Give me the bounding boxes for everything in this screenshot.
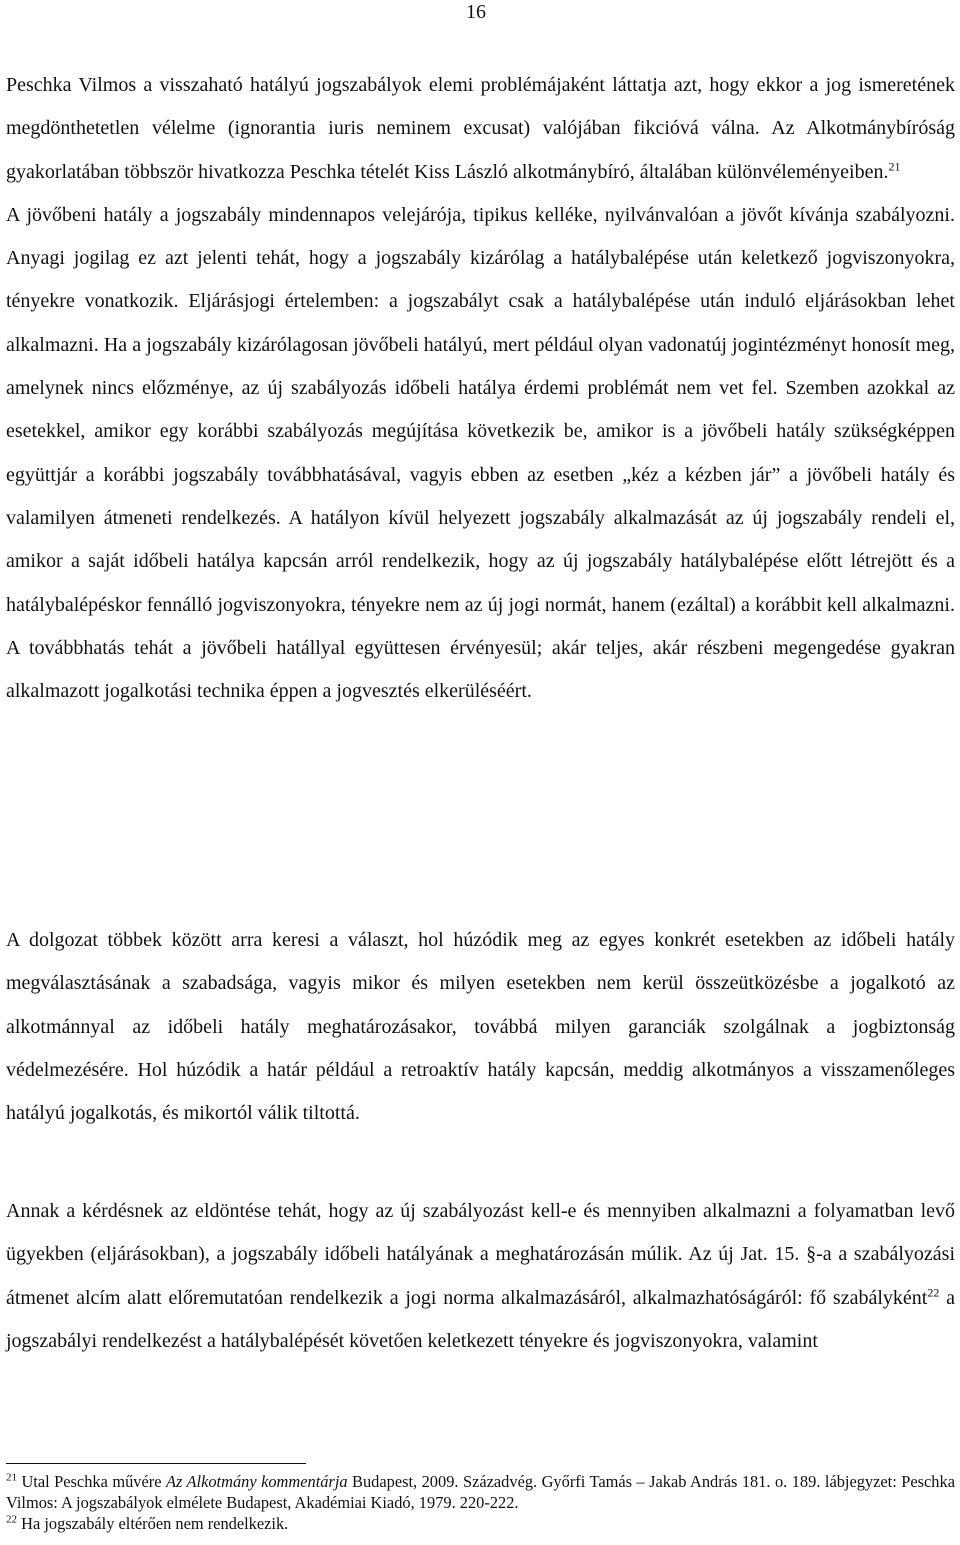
footnote-22: [6, 1513, 955, 1534]
footnote-separator: [6, 1463, 306, 1464]
paragraph-text: a jogszabályi rendelkezést a hatálybalépését követően keletkezett tényekre és jogviszonyokra, valamint: [6, 1286, 956, 1352]
paragraph-text: A jövőbeni hatály a jogszabály mindennapos velejárója, tipikus kelléke, nyilvánvalóan a jövőt kívánja szabályozni. Anyagi jogilag ez azt jelenti tehát, hogy a jogszabály kizárólag a hatálybalépése után keletkező jogviszonyokra, tényekre vonatkozik. Eljárásjogi értelemben: a jogszabályt csak a hatálybalépése után induló eljárásokban lehet alkalmazni. Ha a jogszabály kizárólagosan jövőbeli hatályú, mert például olyan vadonatúj jogintézményt honosít meg, amelynek nincs előzménye, az új szabályozás időbeli hatálya érdemi problémát nem vet fel. Szemben azokkal az esetekkel, amikor egy korábbi szabályozás megújítása következik be, amikor is a jövőbeli hatály szükségképpen együttjár a korábbi jogszabály továbbhatásával, vagyis ebben az esetben „kéz a kézben jár” a jövőbeli hatály és valamilyen átmeneti rendelkezés. A hatályon kívül helyezett jogszabály alkalmazását az új jogszabály rendeli el, amikor a saját időbeli hatálya kapcsán arról rendelkezik, hogy az új jogszabály hatálybalépése előtt létrejött és a hatálybalépéskor fennálló jogviszonyokra, tényekre nem az új jogi normát, hanem (ezáltal) a korábbit kell alkalmazni. A továbbhatás tehát a jövőbeli hatállyal együttesen érvényesül; akár teljes, akár részbeni megengedése gyakran alkalmazott jogalkotási technika éppen a jogvesztés elkerüléséért.: [6, 203, 955, 703]
footnote-ref-22[interactable]: 22: [927, 1284, 940, 1299]
page-number: 16: [466, 1, 486, 23]
footnote-text: Budapest, 2009. Századvég. Győrfi Tamás – Jakab András 181. o. 189. lábjegyzet: Peschka Vilmos: A jogszabályok elmélete Budapest, Akadémiai Kiadó, 1979. 220-222.: [6, 1472, 955, 1512]
footnote-text: Ha jogszabály eltérően nem rendelkezik.: [21, 1514, 289, 1533]
paragraph-dolgozat: A dolgozat többek között arra keresi a választ, hol húzódik meg az egyes konkrét esetekben az időbeli hatály megválasztásának a szabadsága, vagyis mikor és milyen esetekben nem kerül összeütközésbe a jogalkotó az alkotmánnyal az időbeli hatály meghatározásakor, továbbá milyen garanciák szolgálnak a jogbiztonság védelmezésére. Hol húzódik a határ például a retroaktív hatály kapcsán, meddig alkotmányos a visszamenőleges hatályú jogalkotás, és mikortól válik tiltottá.: [6, 929, 955, 1125]
paragraph-text: Peschka Vilmos a visszaható hatályú jogszabályok elemi problémájaként láttatja azt, hogy ekkor a jog ismeretének megdönthetetlen vélelme (ignorantia iuris neminem excusat) valójában fikcióvá válna. Az Alkotmánybíróság gyakorlatában többször hivatkozza Peschka tételét Kiss László alkotmánybíró, általában különvéleményeiben.: [6, 74, 955, 183]
footnote-title-italic: Az Alkotmány kommentárja: [165, 1472, 348, 1491]
paragraph-peschka: [6, 64, 955, 713]
footnotes: [6, 1471, 955, 1534]
footnote-21: [6, 1471, 955, 1513]
footnote-ref-21[interactable]: 21: [888, 158, 901, 173]
footnote-text: Utal Peschka művére: [21, 1472, 162, 1491]
footnote-number: 21: [6, 1471, 17, 1484]
footnote-number: 22: [6, 1513, 17, 1526]
paragraph-kerdes: [6, 1190, 955, 1363]
paragraph-text: Annak a kérdésnek az eldöntése tehát, hogy az új szabályozást kell-e és mennyiben alkalmazni a folyamatban levő ügyekben (eljárásokban), a jogszabály időbeli hatályának a meghatározásán múlik. Az új Jat. 15. §-a a szabályozási átmenet alcím alatt előremutatóan rendelkezik a jogi norma alkalmazásáról, alkalmazhatóságáról: fő szabályként: [6, 1200, 955, 1309]
